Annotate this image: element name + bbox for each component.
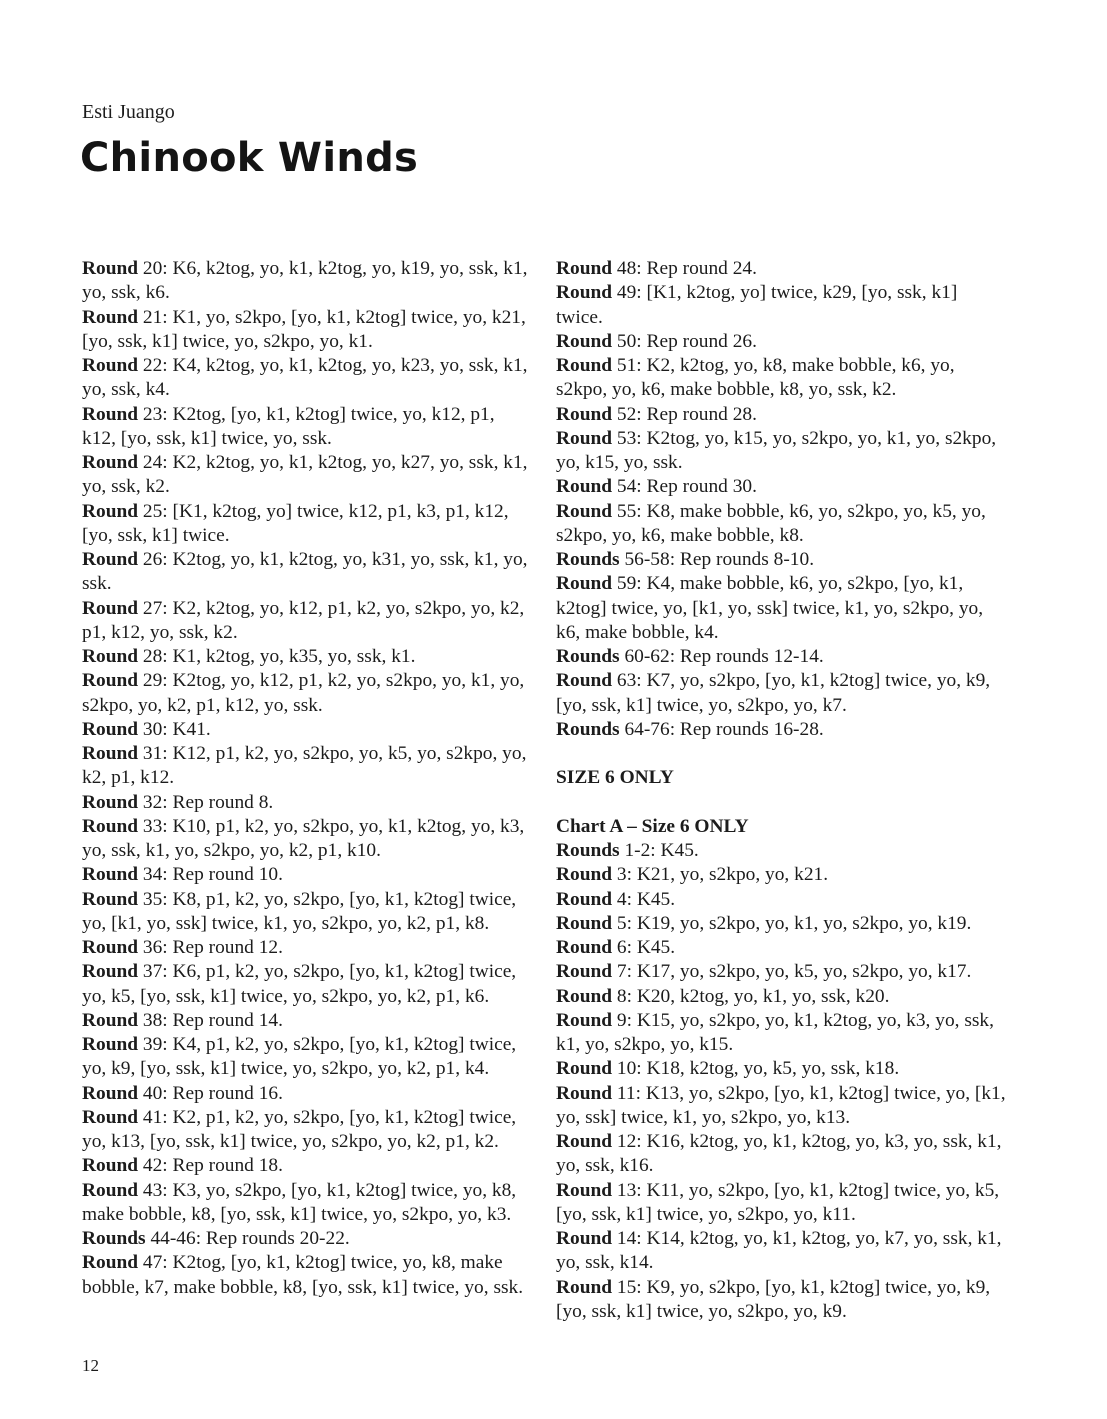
round-text: 23: K2tog, [yo, k1, k2tog] twice, yo, k12, p1, k12, [yo, ssk, k1] twice, yo, ssk. — [82, 403, 495, 449]
right-column — [556, 257, 1006, 1324]
round-text: 53: K2tog, yo, k15, yo, s2kpo, yo, k1, yo, s2kpo, yo, k15, yo, ssk. — [556, 427, 997, 473]
round-text: 21: K1, yo, s2kpo, [yo, k1, k2tog] twice, yo, k21, [yo, ssk, k1] twice, yo, s2kpo, yo, k1. — [82, 306, 526, 352]
chart-round-6 — [556, 936, 1006, 960]
round-label: Round — [82, 888, 139, 910]
chart-round-5 — [556, 912, 1006, 936]
round-48 — [556, 257, 1006, 281]
spacer — [556, 791, 1006, 815]
spacer — [556, 742, 1006, 766]
round-text: 27: K2, k2tog, yo, k12, p1, k2, yo, s2kpo, yo, k2, p1, k12, yo, ssk, k2. — [82, 597, 525, 643]
round-text: 15: K9, yo, s2kpo, [yo, k1, k2tog] twice, yo, k9, [yo, ssk, k1] twice, yo, s2kpo, yo, k9. — [556, 1276, 991, 1322]
round-text: 32: Rep round 8. — [138, 791, 274, 813]
round-text: 50: Rep round 26. — [612, 330, 757, 352]
round-text: 37: K6, p1, k2, yo, s2kpo, [yo, k1, k2tog] twice, yo, k5, [yo, ssk, k1] twice, yo, s2kpo, yo, k2, p1, k6. — [82, 961, 517, 1007]
round-label: Round — [82, 549, 139, 570]
round-30 — [82, 718, 532, 742]
round-text: 33: K10, p1, k2, yo, s2kpo, yo, k1, k2tog, yo, k3, yo, ssk, k1, yo, s2kpo, yo, k2, p1, k10. — [82, 815, 525, 861]
round-label: Round — [82, 500, 139, 522]
round-text: 55: K8, make bobble, k6, yo, s2kpo, yo, k5, yo, s2kpo, yo, k6, make bobble, k8. — [556, 500, 986, 546]
round-text: 6: K45. — [612, 937, 676, 958]
round-text: 7: K17, yo, s2kpo, yo, k5, yo, s2kpo, yo, k17. — [612, 961, 972, 983]
round-40 — [82, 1082, 532, 1106]
round-label: Round — [82, 355, 139, 376]
chart-round-15 — [556, 1276, 1006, 1325]
round-label: Round — [82, 1082, 139, 1104]
chart-round-12 — [556, 1130, 1006, 1179]
round-42 — [82, 1154, 532, 1178]
round-label: Round — [82, 815, 139, 837]
round-label: Round — [556, 1276, 613, 1298]
round-33 — [82, 815, 532, 864]
round-text: 10: K18, k2tog, yo, k5, yo, ssk, k18. — [612, 1058, 900, 1080]
size-heading: SIZE 6 ONLY — [556, 767, 674, 789]
chart-round-8 — [556, 985, 1006, 1009]
round-text: 29: K2tog, yo, k12, p1, k2, yo, s2kpo, yo, k1, yo, s2kpo, yo, k2, p1, k12, yo, ssk. — [82, 670, 525, 716]
round-31 — [82, 742, 532, 791]
round-label: Round — [556, 573, 613, 595]
round-text: 52: Rep round 28. — [612, 403, 757, 425]
round-text: 34: Rep round 10. — [138, 864, 283, 886]
chart-round-7 — [556, 960, 1006, 984]
round-label: Round — [556, 476, 613, 498]
round-label: Round — [82, 743, 139, 764]
round-label: Rounds — [556, 718, 620, 740]
round-label: Round — [556, 961, 613, 983]
round-label: Round — [82, 258, 139, 279]
round-text: 54: Rep round 30. — [612, 476, 757, 498]
round-51 — [556, 354, 1006, 403]
round-39 — [82, 1033, 532, 1082]
round-label: Round — [556, 937, 613, 958]
round-label: Round — [556, 403, 613, 425]
chart-round-14 — [556, 1227, 1006, 1276]
round-text: 63: K7, yo, s2kpo, [yo, k1, k2tog] twice, yo, k9, [yo, ssk, k1] twice, yo, s2kpo, yo, k7. — [556, 670, 991, 716]
rounds-44-46 — [82, 1227, 532, 1251]
round-text: 8: K20, k2tog, yo, k1, yo, ssk, k20. — [612, 985, 890, 1007]
round-50 — [556, 330, 1006, 354]
round-text: 47: K2tog, [yo, k1, k2tog] twice, yo, k8, make bobble, k7, make bobble, k8, [yo, ssk, k1] twice, yo, ssk. — [82, 1252, 524, 1298]
round-label: Round — [556, 1082, 613, 1104]
round-59 — [556, 572, 1006, 645]
round-21 — [82, 306, 532, 355]
round-20 — [82, 257, 532, 306]
chart-heading: Chart A – Size 6 ONLY — [556, 815, 749, 837]
round-text: 39: K4, p1, k2, yo, s2kpo, [yo, k1, k2tog] twice, yo, k9, [yo, ssk, k1] twice, yo, s2kpo, yo, k2, p1, k4. — [82, 1034, 517, 1080]
round-label: Rounds — [556, 840, 620, 861]
chart-round-13 — [556, 1179, 1006, 1228]
round-text: 22: K4, k2tog, yo, k1, k2tog, yo, k23, yo, ssk, k1, yo, ssk, k4. — [82, 355, 528, 401]
round-text: 9: K15, yo, s2kpo, yo, k1, k2tog, yo, k3, yo, ssk, k1, yo, s2kpo, yo, k15. — [556, 1009, 994, 1055]
round-label: Round — [556, 282, 613, 304]
round-label: Round — [556, 1131, 613, 1152]
round-28 — [82, 645, 532, 669]
round-27 — [82, 597, 532, 646]
round-text: 41: K2, p1, k2, yo, s2kpo, [yo, k1, k2tog] twice, yo, k13, [yo, ssk, k1] twice, yo, s2kpo, yo, k2, p1, k2. — [82, 1106, 517, 1152]
round-label: Round — [556, 1058, 613, 1080]
round-text: 20: K6, k2tog, yo, k1, k2tog, yo, k19, yo, ssk, k1, yo, ssk, k6. — [82, 258, 528, 304]
round-text: 38: Rep round 14. — [138, 1009, 283, 1031]
chart-round-9 — [556, 1009, 1006, 1058]
round-label: Round — [82, 403, 139, 425]
round-25 — [82, 500, 532, 549]
round-38 — [82, 1009, 532, 1033]
round-text: 12: K16, k2tog, yo, k1, k2tog, yo, k3, yo, ssk, k1, yo, ssk, k16. — [556, 1131, 1002, 1177]
round-label: Round — [556, 912, 613, 934]
round-label: Round — [82, 452, 139, 473]
round-label: Round — [556, 330, 613, 352]
round-text: 64-76: Rep rounds 16-28. — [619, 718, 824, 740]
round-label: Round — [82, 961, 139, 983]
rounds-60-62 — [556, 645, 1006, 669]
round-text: 25: [K1, k2tog, yo] twice, k12, p1, k3, p1, k12, [yo, ssk, k1] twice. — [82, 500, 509, 546]
round-29 — [82, 669, 532, 718]
round-52 — [556, 403, 1006, 427]
round-34 — [82, 863, 532, 887]
round-label: Round — [556, 985, 613, 1007]
round-label: Rounds — [556, 549, 620, 570]
round-54 — [556, 475, 1006, 499]
round-text: 30: K41. — [138, 718, 211, 740]
round-text: 31: K12, p1, k2, yo, s2kpo, yo, k5, yo, s2kpo, yo, k2, p1, k12. — [82, 743, 527, 789]
round-text: 26: K2tog, yo, k1, k2tog, yo, k31, yo, ssk, k1, yo, ssk. — [82, 549, 528, 595]
round-text: 14: K14, k2tog, yo, k1, k2tog, yo, k7, yo, ssk, k1, yo, ssk, k14. — [556, 1228, 1002, 1274]
round-26 — [82, 548, 532, 597]
page-number: 12 — [82, 1356, 99, 1375]
round-label: Round — [82, 670, 139, 692]
round-23 — [82, 403, 532, 452]
page-title: Chinook Winds — [80, 135, 419, 181]
round-label: Round — [556, 1179, 613, 1201]
round-text: 49: [K1, k2tog, yo] twice, k29, [yo, ssk, k1] twice. — [556, 282, 958, 328]
round-text: 13: K11, yo, s2kpo, [yo, k1, k2tog] twice, yo, k5, [yo, ssk, k1] twice, yo, s2kpo, yo, k11. — [556, 1179, 1000, 1225]
round-text: 60-62: Rep rounds 12-14. — [619, 646, 824, 667]
round-text: 56-58: Rep rounds 8-10. — [619, 549, 815, 570]
round-label: Round — [82, 864, 139, 886]
round-label: Round — [556, 888, 613, 910]
round-label: Round — [556, 427, 613, 449]
round-label: Round — [82, 937, 139, 958]
chart-round-3 — [556, 863, 1006, 887]
round-label: Round — [82, 1034, 139, 1055]
round-label: Round — [82, 1155, 139, 1177]
chart-round-10 — [556, 1057, 1006, 1081]
round-36 — [82, 936, 532, 960]
round-55 — [556, 500, 1006, 549]
round-text: 11: K13, yo, s2kpo, [yo, k1, k2tog] twice, yo, [k1, yo, ssk] twice, k1, yo, s2kpo, yo, k13. — [556, 1082, 1006, 1128]
round-47 — [82, 1251, 532, 1300]
round-text: 36: Rep round 12. — [138, 937, 283, 958]
round-label: Rounds — [556, 646, 620, 667]
round-text: 43: K3, yo, s2kpo, [yo, k1, k2tog] twice, yo, k8, make bobble, k8, [yo, ssk, k1] twice, yo, s2kpo, yo, k3. — [82, 1179, 517, 1225]
round-37 — [82, 960, 532, 1009]
rounds-64-76 — [556, 718, 1006, 742]
round-label: Round — [82, 1252, 139, 1274]
round-label: Round — [556, 258, 613, 279]
round-label: Round — [82, 1009, 139, 1031]
chart-round-4 — [556, 888, 1006, 912]
round-label: Round — [556, 355, 613, 376]
round-label: Round — [82, 718, 139, 740]
round-22 — [82, 354, 532, 403]
round-label: Round — [82, 597, 139, 619]
round-43 — [82, 1179, 532, 1228]
round-49 — [556, 281, 1006, 330]
round-text: 44-46: Rep rounds 20-22. — [145, 1228, 350, 1249]
left-column — [82, 257, 532, 1300]
round-text: 24: K2, k2tog, yo, k1, k2tog, yo, k27, yo, ssk, k1, yo, ssk, k2. — [82, 452, 528, 498]
chart-rounds-1-2 — [556, 839, 1006, 863]
chart-round-11 — [556, 1082, 1006, 1131]
author-name: Esti Juango — [82, 101, 175, 123]
round-text: 48: Rep round 24. — [612, 258, 757, 279]
round-text: 42: Rep round 18. — [138, 1155, 283, 1177]
round-text: 28: K1, k2tog, yo, k35, yo, ssk, k1. — [138, 646, 416, 667]
round-label: Rounds — [82, 1228, 146, 1249]
round-text: 1-2: K45. — [619, 840, 699, 861]
round-63 — [556, 669, 1006, 718]
round-text: 4: K45. — [612, 888, 676, 910]
round-label: Round — [556, 1228, 613, 1249]
round-label: Round — [556, 864, 613, 886]
round-41 — [82, 1106, 532, 1155]
round-24 — [82, 451, 532, 500]
round-label: Round — [82, 306, 139, 328]
round-text: 40: Rep round 16. — [138, 1082, 283, 1104]
round-53 — [556, 427, 1006, 476]
round-label: Round — [82, 1106, 139, 1128]
round-label: Round — [556, 1009, 613, 1031]
round-text: 35: K8, p1, k2, yo, s2kpo, [yo, k1, k2tog] twice, yo, [k1, yo, ssk] twice, k1, yo, s2kpo, yo, k2, p1, k8. — [82, 888, 517, 934]
round-35 — [82, 888, 532, 937]
round-label: Round — [82, 791, 139, 813]
round-32 — [82, 791, 532, 815]
round-text: 5: K19, yo, s2kpo, yo, k1, yo, s2kpo, yo, k19. — [612, 912, 972, 934]
round-label: Round — [82, 1179, 139, 1201]
round-label: Round — [556, 500, 613, 522]
round-label: Round — [82, 646, 139, 667]
round-text: 51: K2, k2tog, yo, k8, make bobble, k6, yo, s2kpo, yo, k6, make bobble, k8, yo, ssk, k2. — [556, 355, 955, 401]
rounds-56-58 — [556, 548, 1006, 572]
round-text: 3: K21, yo, s2kpo, yo, k21. — [612, 864, 829, 886]
round-text: 59: K4, make bobble, k6, yo, s2kpo, [yo, k1, k2tog] twice, yo, [k1, yo, ssk] twice, k1, yo, s2kpo, yo, k6, make bobble, k4. — [556, 573, 984, 643]
round-label: Round — [556, 670, 613, 692]
